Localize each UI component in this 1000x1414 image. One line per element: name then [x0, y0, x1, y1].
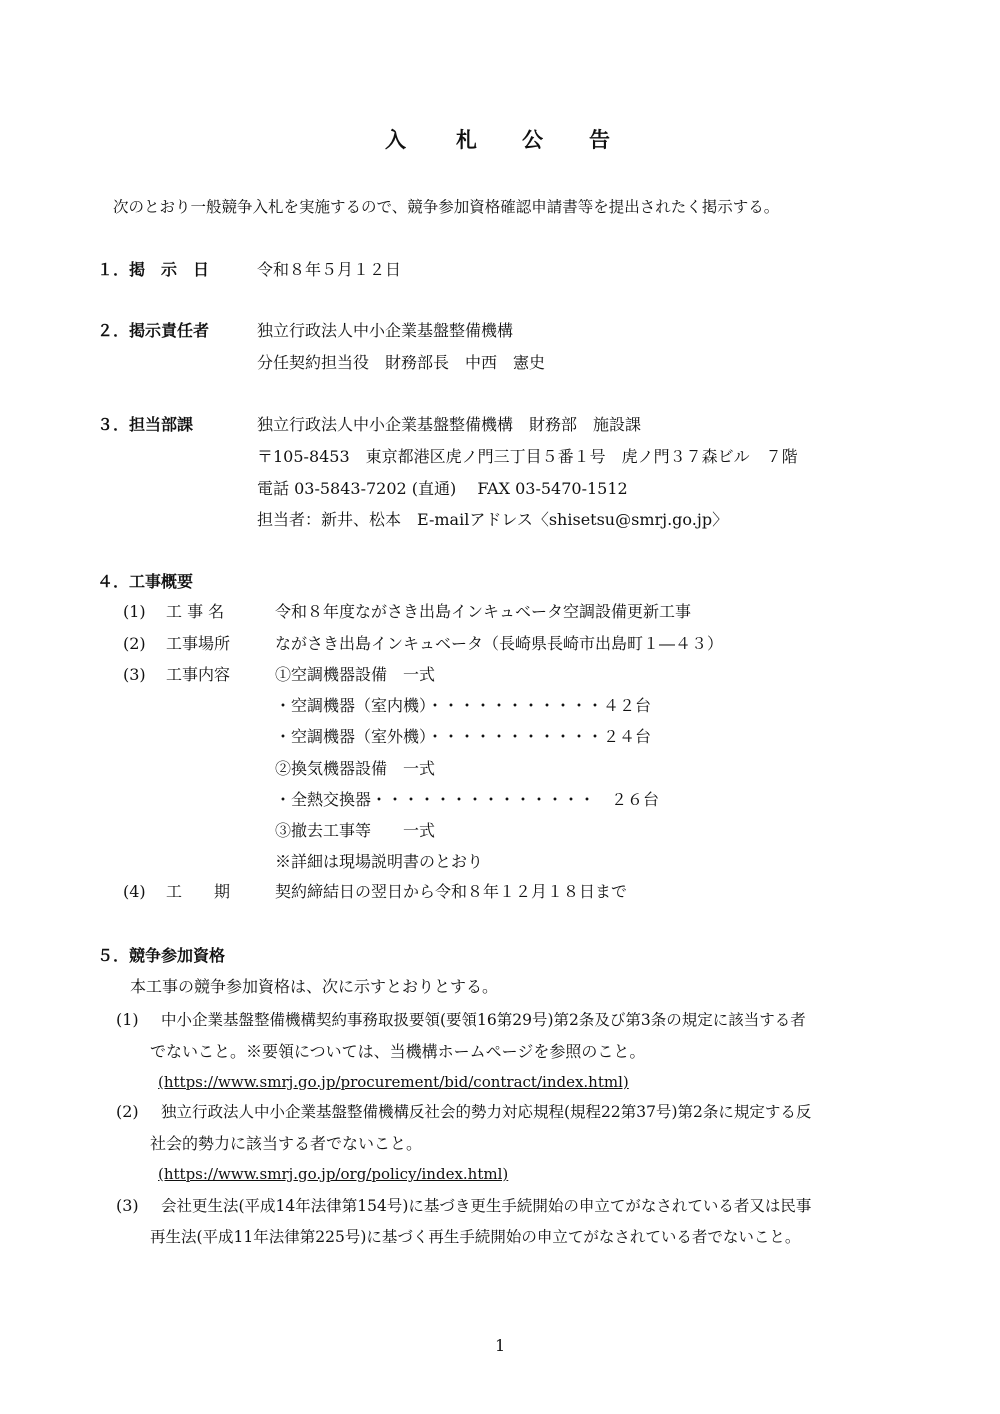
qualification-1-line-1: 中小企業基盤整備機構契約事務取扱要領(要領16第29号)第2条及び第3条の規定に該当する者: [161, 1011, 806, 1029]
title-char-4: 告: [589, 127, 612, 152]
qualification-3-line-1: 会社更生法(平成14年法律第154号)に基づき更生手続開始の申立てがなされている者又は民事: [161, 1197, 812, 1215]
section-3-phone-fax: 電話 03-5843-7202 (直通) FAX 03-5470-1512: [257, 479, 628, 498]
qualification-1-link[interactable]: (https://www.smrj.go.jp/procurement/bid/contract/index.html): [158, 1073, 629, 1091]
page-number: 1: [495, 1336, 506, 1355]
item-1-number: (1): [123, 602, 146, 621]
item-2-number: (2): [123, 634, 146, 653]
title-char-2: 札: [456, 127, 479, 152]
section-5-label: ５．競争参加資格: [97, 946, 226, 965]
item-4-number: (4): [123, 882, 146, 901]
qualification-2-line-2: 社会的勢力に該当する者でないこと。: [150, 1134, 423, 1153]
section-5-intro: 本工事の競争参加資格は、次に示すとおりとする。: [130, 977, 499, 996]
item-3-line-2: ・空調機器（室内機）・・・・・・・・・・・４２台: [275, 696, 652, 715]
title-char-1: 入: [385, 127, 408, 152]
item-3-line-6: ③撤去工事等 一式: [275, 821, 436, 840]
qualification-2-line-1: 独立行政法人中小企業基盤整備機構反社会的勢力対応規程(規程22第37号)第2条に規定する反: [161, 1103, 812, 1121]
qualification-2-link[interactable]: (https://www.smrj.go.jp/org/policy/index.html): [158, 1165, 509, 1183]
item-3-line-1: ①空調機器設備 一式: [275, 665, 436, 684]
section-2-line-1: 独立行政法人中小企業基盤整備機構: [257, 321, 514, 340]
section-1-label: １．掲 示 日: [97, 260, 210, 279]
section-3-line-1: 独立行政法人中小企業基盤整備機構 財務部 施設課: [257, 415, 642, 434]
section-3-label: ３．担当部課: [97, 415, 194, 434]
title-char-3: 公: [522, 127, 545, 152]
item-2-value: ながさき出島インキュベータ（長崎県長崎市出島町１―４３）: [275, 634, 724, 653]
item-3-line-7: ※詳細は現場説明書のとおり: [275, 852, 484, 871]
intro-text: 次のとおり一般競争入札を実施するので、競争参加資格確認申請書等を提出されたく掲示する。: [113, 198, 780, 216]
section-3-contact: 担当者：新井、松本 E-mailアドレス〈shisetsu@smrj.go.jp〉: [257, 510, 729, 529]
qualification-3-number: (3): [116, 1196, 139, 1215]
section-4-label: ４．工事概要: [97, 572, 194, 591]
item-4-value: 契約締結日の翌日から令和８年１２月１８日まで: [275, 882, 628, 901]
qualification-3-line-2: 再生法(平成11年法律第225号)に基づく再生手続開始の申立てがなされている者でないこと。: [150, 1228, 801, 1246]
item-3-label: 工事内容: [166, 665, 231, 684]
section-3-address: 〒105-8453 東京都港区虎ノ門三丁目５番１号 虎ノ門３７森ビル ７階: [257, 447, 798, 466]
qualification-1-line-2: でないこと。※要領については、当機構ホームページを参照のこと。: [150, 1042, 646, 1061]
section-2-label: ２．掲示責任者: [97, 321, 210, 340]
section-1-value: 令和８年５月１２日: [257, 260, 402, 279]
item-1-label: 工 事 名: [166, 602, 225, 621]
qualification-1-number: (1): [116, 1010, 139, 1029]
item-2-label: 工事場所: [166, 634, 231, 653]
item-3-line-5: ・全熱交換器・・・・・・・・・・・・・・ ２６台: [275, 790, 660, 809]
item-1-value: 令和８年度ながさき出島インキュベータ空調設備更新工事: [275, 602, 692, 621]
item-3-number: (3): [123, 665, 146, 684]
item-3-line-3: ・空調機器（室外機）・・・・・・・・・・・２４台: [275, 727, 652, 746]
item-3-line-4: ②換気機器設備 一式: [275, 759, 436, 778]
qualification-2-number: (2): [116, 1102, 139, 1121]
section-2-line-2: 分任契約担当役 財務部長 中西 憲史: [257, 353, 546, 372]
item-4-label: 工 期: [166, 882, 231, 901]
